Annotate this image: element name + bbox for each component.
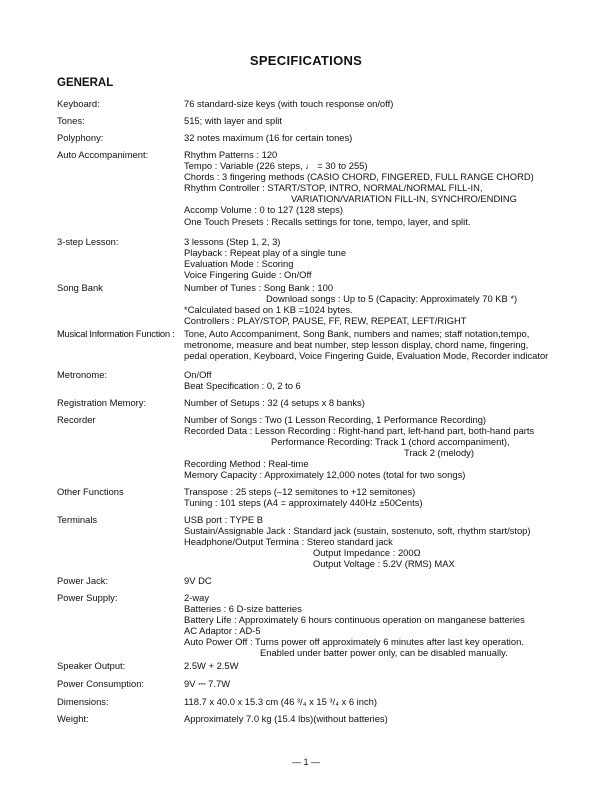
spec-line: *Calculated based on 1 KB =1024 bytes. xyxy=(184,304,353,316)
spec-line: Tone, Auto Accompaniment, Song Bank, numbers and names; staff notation,tempo, xyxy=(184,328,530,339)
spec-line: Battery Life : Approximately 6 hours continuous operation on manganese batteries xyxy=(184,614,525,626)
spec-line: Recording Method : Real-time xyxy=(184,458,309,470)
spec-line xyxy=(184,558,597,569)
spec-line: 515; with layer and split xyxy=(184,115,282,126)
spec-line: 32 notes maximum (16 for certain tones) xyxy=(184,132,353,143)
spec-line: 9V ⎓ 7.7W xyxy=(184,678,231,689)
spec-line: Headphone/Output Termina : Stereo standard jack xyxy=(184,536,393,548)
spec-value xyxy=(184,328,597,361)
spec-label: Power Supply: xyxy=(57,592,118,603)
spec-line-text: Track 2 (melody) xyxy=(404,447,474,459)
spec-row-registration-memory xyxy=(57,397,597,408)
spec-value xyxy=(184,236,597,280)
spec-line: One Touch Presets : Recalls settings for tone, tempo, layer, and split. xyxy=(184,215,471,227)
spec-row-auto-accompaniment xyxy=(57,149,597,227)
spec-value xyxy=(184,713,597,724)
spec-row-dimensions xyxy=(57,696,597,707)
spec-line: Beat Specification : 0, 2 to 6 xyxy=(184,380,301,392)
spec-line: Approximately 7.0 kg (15.4 lbs)(without batteries) xyxy=(184,713,388,724)
spec-line: On/Off xyxy=(184,369,212,380)
spec-line: Sustain/Assignable Jack : Standard jack (sustain, sostenuto, soft, rhythm start/stop) xyxy=(184,525,531,537)
spec-line: Rhythm Controller : START/STOP, INTRO, NORMAL/NORMAL FILL-IN, xyxy=(184,182,483,194)
spec-label: Speaker Output: xyxy=(57,660,126,671)
spec-line: Tuning : 101 steps (A4 = approximately 440Hz ±50Cents) xyxy=(184,497,423,509)
section-heading-general: GENERAL xyxy=(57,77,114,89)
spec-row-keyboard xyxy=(57,98,597,109)
spec-row-terminals xyxy=(57,514,597,569)
spec-label: Musical Information Function : xyxy=(57,328,175,339)
spec-line-text: Enabled under batter power only, can be disabled manually. xyxy=(260,647,508,659)
spec-label: Terminals xyxy=(57,514,98,525)
spec-line: Batteries : 6 D-size batteries xyxy=(184,603,302,615)
spec-label: Recorder xyxy=(57,414,96,425)
spec-value xyxy=(184,132,597,143)
spec-line: Evaluation Mode : Scoring xyxy=(184,258,294,270)
spec-row-power-consumption xyxy=(57,678,597,689)
spec-value xyxy=(184,678,597,689)
spec-line xyxy=(184,647,597,658)
spec-line xyxy=(184,436,597,447)
spec-label: Tones: xyxy=(57,115,85,126)
spec-label: Polyphony: xyxy=(57,132,104,143)
spec-label: Dimensions: xyxy=(57,696,109,707)
spec-label: Other Functions xyxy=(57,486,124,497)
spec-label: Metronome: xyxy=(57,369,108,380)
spec-line: AC Adaptor : AD-5 xyxy=(184,625,261,637)
spec-row-musical-information xyxy=(57,328,597,361)
spec-line: Memory Capacity : Approximately 12,000 notes (total for two songs) xyxy=(184,469,466,481)
spec-row-metronome xyxy=(57,369,597,391)
spec-label: Weight: xyxy=(57,713,89,724)
spec-value xyxy=(184,98,597,109)
spec-line xyxy=(184,447,597,458)
spec-label: Auto Accompaniment: xyxy=(57,149,149,160)
spec-line-text: Download songs : Up to 5 (Capacity: Approximately 70 KB *) xyxy=(266,293,518,305)
spec-value xyxy=(184,592,597,659)
spec-row-polyphony xyxy=(57,132,597,143)
spec-line: 118.7 x 40.0 x 15.3 cm (46 ³/₄ x 15 ³/₄ x 6 inch) xyxy=(184,696,377,707)
spec-value xyxy=(184,369,597,391)
spec-line: 2-way xyxy=(184,592,210,603)
spec-row-weight xyxy=(57,713,597,724)
spec-line-text: Performance Recording: Track 1 (chord accompaniment), xyxy=(271,436,510,448)
spec-line: pedal operation, Keyboard, Voice Fingering Guide, Evaluation Mode, Recorder indicator xyxy=(184,350,549,362)
spec-line xyxy=(184,193,597,204)
spec-value xyxy=(184,115,597,126)
page-number: — 1 — xyxy=(291,757,320,767)
spec-value xyxy=(184,575,597,586)
spec-line-text: VARIATION/VARIATION FILL-IN, SYNCHRO/ENDING xyxy=(291,193,517,205)
spec-line xyxy=(184,293,597,304)
spec-label: Keyboard: xyxy=(57,98,100,109)
spec-line: USB port : TYPE B xyxy=(184,514,264,525)
spec-value xyxy=(184,414,597,481)
spec-row-other-functions xyxy=(57,486,597,508)
spec-line: 2.5W + 2.5W xyxy=(184,660,239,671)
spec-row-power-supply xyxy=(57,592,597,659)
spec-line: Number of Setups : 32 (4 setups x 8 banks) xyxy=(184,397,365,408)
spec-line: Rhythm Patterns : 120 xyxy=(184,149,278,160)
spec-row-speaker-output xyxy=(57,660,597,671)
spec-line: Accomp Volume : 0 to 127 (128 steps) xyxy=(184,204,343,216)
spec-value xyxy=(184,282,597,326)
spec-line: Recorded Data : Lesson Recording : Right-hand part, left-hand part, both-hand parts xyxy=(184,425,535,437)
spec-line: metronome, measure and beat number, step lesson display, chord name, fingering, xyxy=(184,339,529,351)
spec-label: Song Bank xyxy=(57,282,103,293)
spec-label: Power Consumption: xyxy=(57,678,145,689)
spec-value xyxy=(184,397,597,408)
spec-line xyxy=(184,547,597,558)
spec-line: Voice Fingering Guide : On/Off xyxy=(184,269,312,281)
spec-line: Playback : Repeat play of a single tune xyxy=(184,247,347,259)
spec-line: Number of Songs : Two (1 Lesson Recording, 1 Performance Recording) xyxy=(184,414,487,425)
spec-line: Number of Tunes : Song Bank : 100 xyxy=(184,282,334,293)
spec-row-song-bank xyxy=(57,282,597,326)
spec-line: Controllers : PLAY/STOP, PAUSE, FF, REW, REPEAT, LEFT/RIGHT xyxy=(184,315,467,327)
spec-line: 9V DC xyxy=(184,575,212,586)
spec-row-lesson xyxy=(57,236,597,280)
spec-value xyxy=(184,514,597,569)
spec-value xyxy=(184,486,597,508)
spec-line: 76 standard-size keys (with touch response on/off) xyxy=(184,98,394,109)
spec-line: Auto Power Off : Turns power off approximately 6 minutes after last key operation. xyxy=(184,636,524,648)
spec-value xyxy=(184,149,597,227)
spec-label: 3-step Lesson: xyxy=(57,236,119,247)
spec-line: 3 lessons (Step 1, 2, 3) xyxy=(184,236,281,247)
page-title: SPECIFICATIONS xyxy=(249,53,363,68)
spec-row-power-jack xyxy=(57,575,597,586)
spec-value xyxy=(184,696,597,707)
spec-line-text: Output Voltage : 5.2V (RMS) MAX xyxy=(313,558,455,570)
spec-row-recorder xyxy=(57,414,597,481)
spec-line: Chords : 3 fingering methods (CASIO CHORD, FINGERED, FULL RANGE CHORD) xyxy=(184,171,534,183)
spec-line: Transpose : 25 steps (–12 semitones to +12 semitones) xyxy=(184,486,416,497)
spec-label: Power Jack: xyxy=(57,575,109,586)
spec-label: Registration Memory: xyxy=(57,397,147,408)
spec-line-text: Output Impedance : 200Ω xyxy=(313,547,421,559)
spec-value xyxy=(184,660,597,671)
spec-line: Tempo : Variable (226 steps, ♩ = 30 to 255) xyxy=(184,160,368,172)
spec-row-tones xyxy=(57,115,597,126)
